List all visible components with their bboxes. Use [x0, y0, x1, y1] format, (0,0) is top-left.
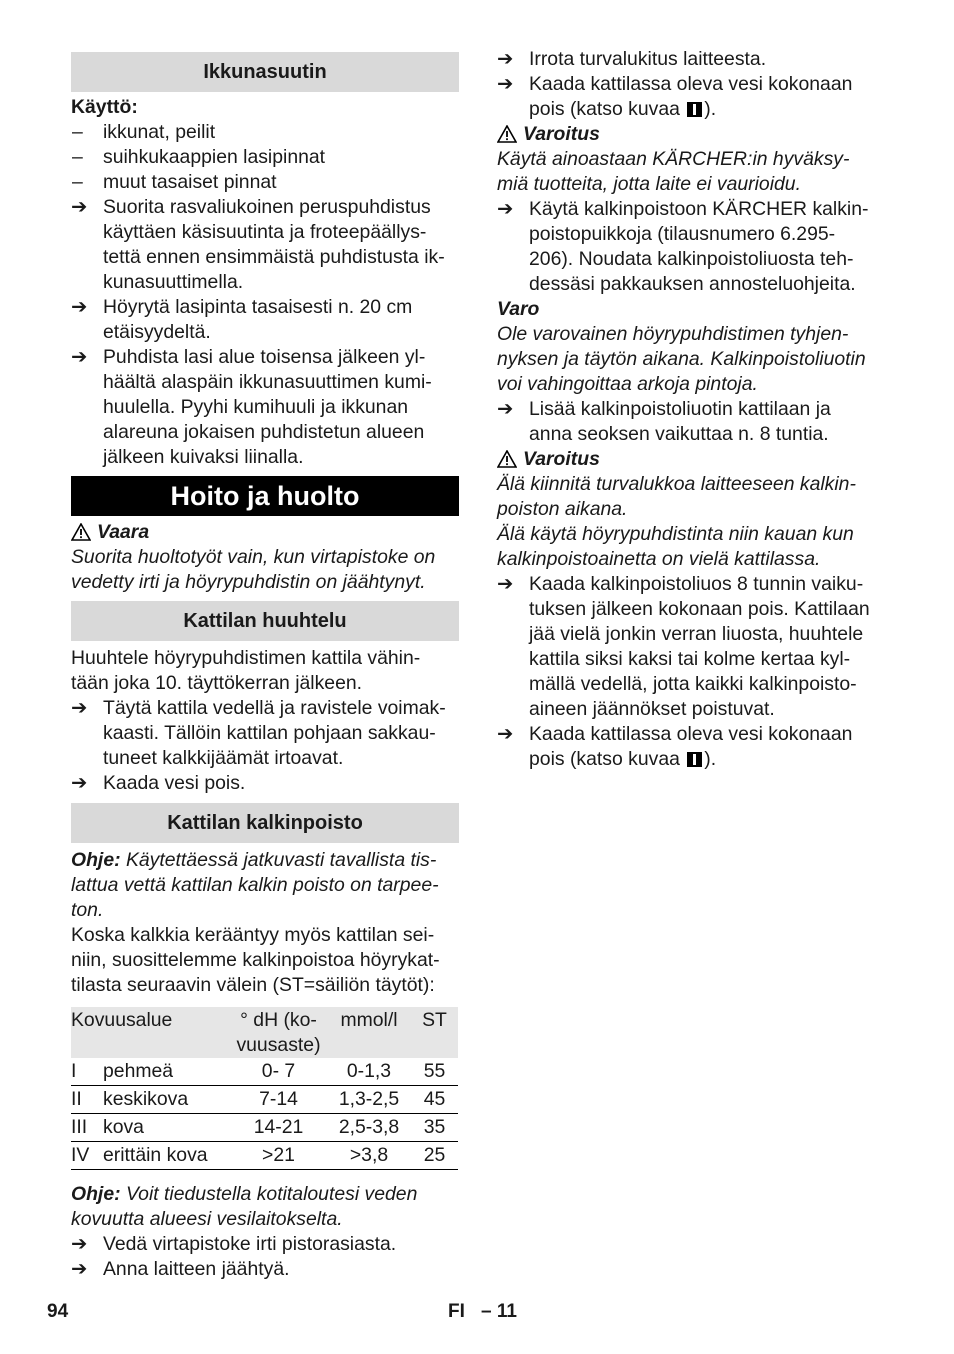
table-row: [71, 1058, 458, 1086]
list-item-text: [529, 97, 887, 122]
text-line: mällä vedellä, jotta kaikki kalkinpoisto-: [529, 673, 857, 695]
text-line: huulella. Pyyhi kumihuuli ja ikkunan: [103, 396, 409, 418]
table-cell: keskikova: [103, 1086, 230, 1114]
warning-heading: [497, 122, 887, 147]
text-line: etäisyydeltä.: [103, 321, 211, 343]
list-item: [71, 771, 459, 796]
text-line: niin, suosittelemme kalkinpoistoa höyrykat-: [71, 949, 440, 971]
text-line: kunasuuttimella.: [103, 271, 244, 293]
text-line: [71, 848, 459, 873]
warning-icon: [497, 125, 517, 143]
table-cell: pehmeä: [103, 1060, 174, 1082]
text-fragment: pois (katso kuvaa: [529, 748, 686, 770]
table-cell: IV: [71, 1142, 103, 1170]
table-cell: kova: [103, 1114, 230, 1142]
table-header-row: [71, 1007, 458, 1058]
list-item: [497, 572, 887, 722]
text-line: tuksen jälkeen kokonaan pois. Kattilaan: [529, 598, 870, 620]
text-line: jää vielä jonkin verran liuosta, huuhtele: [529, 623, 864, 645]
text-line: Puhdista lasi alue toisensa jälkeen yl-: [103, 346, 426, 368]
warning-icon: [71, 523, 91, 541]
text-line: Höyrytä lasipinta tasaisesti n. 20 cm: [103, 296, 413, 318]
text-line: [71, 1182, 459, 1207]
right-column: [497, 47, 887, 772]
note-water-hardness: [71, 1182, 459, 1232]
text-line: Suorita huoltotyöt vain, kun virtapistoke on: [71, 546, 436, 568]
text-fragment: ).: [704, 748, 717, 770]
table-cell: 7-14: [230, 1086, 327, 1114]
list-item-text: Kaada kattilassa oleva vesi kokonaan: [529, 73, 853, 95]
list-item: [497, 72, 887, 122]
text-line: poistopuikkoja (tilausnumero 6.295-: [529, 223, 836, 245]
page-number: 94: [47, 1301, 69, 1322]
header-dh: [230, 1007, 327, 1058]
danger-label: Vaara: [97, 521, 150, 543]
table-row: [71, 1086, 458, 1114]
arrow-icon: ➔: [497, 73, 514, 95]
text-line: Täytä kattila vedellä ja ravistele voimak-: [103, 697, 446, 719]
warning-text: [497, 147, 887, 197]
header-st: ST: [422, 1009, 447, 1031]
table-cell: 35: [411, 1114, 458, 1142]
text-fragment: pois (katso kuvaa: [529, 98, 686, 120]
text-line: Anna laitteen jäähtyä.: [103, 1258, 290, 1280]
instruction-list: [497, 397, 887, 447]
table-cell: 55: [423, 1060, 446, 1082]
text-line: Ole varovainen höyrypuhdistimen tyhjen-: [497, 323, 849, 345]
table-cell: >3,8: [327, 1142, 411, 1170]
note-text: Voit tiedustella kotitaloutesi veden: [120, 1183, 418, 1205]
instruction-list: [497, 572, 887, 722]
dash-icon: –: [72, 146, 83, 168]
list-item: [497, 397, 887, 447]
table-body: [71, 1058, 458, 1170]
danger-text: [71, 545, 459, 595]
text-fragment: ).: [704, 98, 717, 120]
text-line: nyksen ja täytön aikana. Kalkinpoistoliuotin: [497, 348, 866, 370]
table-cell: 0- 7: [261, 1060, 296, 1082]
header-dh-line1: ° dH (ko-: [240, 1009, 317, 1031]
huuhtelu-instructions: [71, 696, 459, 796]
table-cell: II: [71, 1086, 103, 1114]
text-line: ikkunat, peilit: [103, 121, 216, 143]
warning-label: Varoitus: [523, 123, 600, 145]
table-row: [71, 1114, 458, 1142]
list-item: [497, 47, 887, 72]
arrow-icon: ➔: [497, 198, 514, 220]
text-line: anna seoksen vaikuttaa n. 8 tuntia.: [529, 423, 829, 445]
list-item: [71, 696, 459, 771]
text-line: aineen jäännökset poistuvat.: [529, 698, 775, 720]
list-item: [71, 170, 459, 195]
list-item-text: Kaada kattilassa oleva vesi kokonaan: [529, 723, 853, 745]
footer-section: – 11: [481, 1301, 517, 1322]
text-line: lattua vettä kattilan kalkin poisto on tarpee-: [71, 874, 439, 896]
text-line: tuneet kalkkijäämät irtoavat.: [103, 747, 344, 769]
dash-icon: –: [72, 121, 83, 143]
arrow-icon: ➔: [71, 346, 88, 368]
hardness-table: [71, 1007, 458, 1170]
section-header-ikkunasuutin: Ikkunasuutin: [71, 52, 459, 92]
list-item: [71, 195, 459, 295]
header-kovuusalue: Kovuusalue: [71, 1009, 173, 1031]
note-text: Käytettäessä jatkuvasti tavallista tis-: [120, 849, 437, 871]
note-distilled-water: [71, 848, 459, 923]
text-line: Älä kiinnitä turvalukkoa laitteeseen kalkin-: [497, 473, 856, 495]
arrow-icon: ➔: [71, 296, 88, 318]
text-line: tään joka 10. täyttökerran jälkeen.: [71, 672, 363, 694]
text-line: käyttäen käsisuutinta ja froteepäällys-: [103, 221, 427, 243]
table-row: [71, 1142, 458, 1170]
figure-reference-icon: [687, 752, 702, 767]
text-line: häältä alaspäin ikkunasuuttimen kumi-: [103, 371, 432, 393]
text-line: tilasta seuraavin välein (ST=säiliön täytöt):: [71, 974, 435, 996]
list-item-text: [529, 747, 887, 772]
text-line: Kaada vesi pois.: [103, 772, 246, 794]
text-line: alareuna jokaisen puhdistetun alueen: [103, 421, 425, 443]
usage-list: [71, 120, 459, 195]
table-cell: erittäin kova: [103, 1142, 230, 1170]
table-cell: I: [71, 1060, 77, 1082]
arrow-icon: ➔: [497, 723, 514, 745]
text-line: jälkeen kuivaksi liinalla.: [103, 446, 304, 468]
list-item: [497, 197, 887, 297]
text-line: kattila siksi kaksi tai kolme kertaa kyl-: [529, 648, 851, 670]
table-cell: 1,3-2,5: [327, 1086, 411, 1114]
text-line: ton.: [71, 899, 104, 921]
text-line: muut tasaiset pinnat: [103, 171, 277, 193]
note-label: Ohje:: [71, 849, 121, 871]
list-item: [71, 1257, 459, 1282]
text-line: Vedä virtapistoke irti pistorasiasta.: [103, 1233, 397, 1255]
caution-heading: Varo: [497, 298, 540, 320]
text-line: kaasti. Tällöin kattilan pohjaan sakkau-: [103, 722, 436, 744]
text-line: Käytä kalkinpoistoon KÄRCHER kalkin-: [529, 198, 869, 220]
header-mmol: mmol/l: [340, 1009, 398, 1031]
table-cell: III: [71, 1114, 103, 1142]
text-line: voi vahingoittaa arkoja pintoja.: [497, 373, 758, 395]
arrow-icon: ➔: [71, 697, 88, 719]
arrow-icon: ➔: [497, 48, 514, 70]
section-header-kalkinpoisto: Kattilan kalkinpoisto: [71, 803, 459, 843]
final-instructions: [71, 1232, 459, 1282]
text-line: Koska kalkkia kerääntyy myös kattilan sei-: [71, 924, 435, 946]
warning-heading: [497, 447, 887, 472]
kaytto-label: Käyttö:: [71, 96, 138, 118]
instruction-list: [71, 195, 459, 470]
figure-reference-icon: [687, 102, 702, 117]
text-line: Lisää kalkinpoistoliuotin kattilaan ja: [529, 398, 831, 420]
list-item: [71, 1232, 459, 1257]
warning-text: [497, 472, 887, 572]
table-cell: 2,5-3,8: [327, 1114, 411, 1142]
text-line: 206). Noudata kalkinpoistoliuosta teh-: [529, 248, 854, 270]
text-line: poiston aikana.: [497, 498, 628, 520]
caution-text: [497, 322, 887, 397]
list-item: [71, 295, 459, 345]
arrow-icon: ➔: [497, 573, 514, 595]
text-line: kalkinpoistoainetta on vielä kattilassa.: [497, 548, 821, 570]
dash-icon: –: [72, 171, 83, 193]
text-line: Huuhtele höyrypuhdistimen kattila vähin-: [71, 647, 421, 669]
text-line: Käytä ainoastaan KÄRCHER:in hyväksy-: [497, 148, 850, 170]
left-column: [71, 47, 459, 1282]
interval-text: [71, 923, 459, 998]
arrow-icon: ➔: [71, 1258, 88, 1280]
section-header-huuhtelu: Kattilan huuhtelu: [71, 601, 459, 641]
text-line: kovuutta alueesi vesilaitokselta.: [71, 1208, 343, 1230]
table-cell: >21: [230, 1142, 327, 1170]
table-cell: 25: [411, 1142, 458, 1170]
arrow-icon: ➔: [497, 398, 514, 420]
list-item: [71, 145, 459, 170]
chapter-title: Hoito ja huolto: [71, 476, 459, 516]
text-line: Älä käytä höyrypuhdistinta niin kauan kun: [497, 523, 854, 545]
arrow-icon: ➔: [71, 1233, 88, 1255]
list-item-text: Irrota turvalukitus laitteesta.: [529, 48, 767, 70]
warning-icon: [497, 450, 517, 468]
table-cell: 14-21: [230, 1114, 327, 1142]
huuhtelu-text: [71, 646, 459, 696]
text-line: dessäsi pakkauksen annosteluohjeita.: [529, 273, 856, 295]
text-line: miä tuotteita, jotta laite ei vaurioidu.: [497, 173, 801, 195]
note-label: Ohje:: [71, 1183, 121, 1205]
text-line: Suorita rasvaliukoinen peruspuhdistus: [103, 196, 431, 218]
table-cell: 0-1,3: [346, 1060, 392, 1082]
list-item: [497, 722, 887, 772]
warning-label: Varoitus: [523, 448, 600, 470]
arrow-icon: ➔: [71, 196, 88, 218]
text-line: vedetty irti ja höyrypuhdistin on jäähtynyt.: [71, 571, 426, 593]
list-item: [71, 345, 459, 470]
text-line: Kaada kalkinpoistoliuos 8 tunnin vaiku-: [529, 573, 864, 595]
text-line: suihkukaappien lasipinnat: [103, 146, 326, 168]
danger-heading: [71, 520, 459, 545]
text-line: tettä ennen ensimmäistä puhdistusta ik-: [103, 246, 445, 268]
arrow-icon: ➔: [71, 772, 88, 794]
table-cell: 45: [411, 1086, 458, 1114]
header-dh-line2: vuusaste): [236, 1034, 321, 1056]
list-item: [71, 120, 459, 145]
footer-language: FI: [448, 1301, 465, 1322]
instruction-list: [497, 197, 887, 297]
